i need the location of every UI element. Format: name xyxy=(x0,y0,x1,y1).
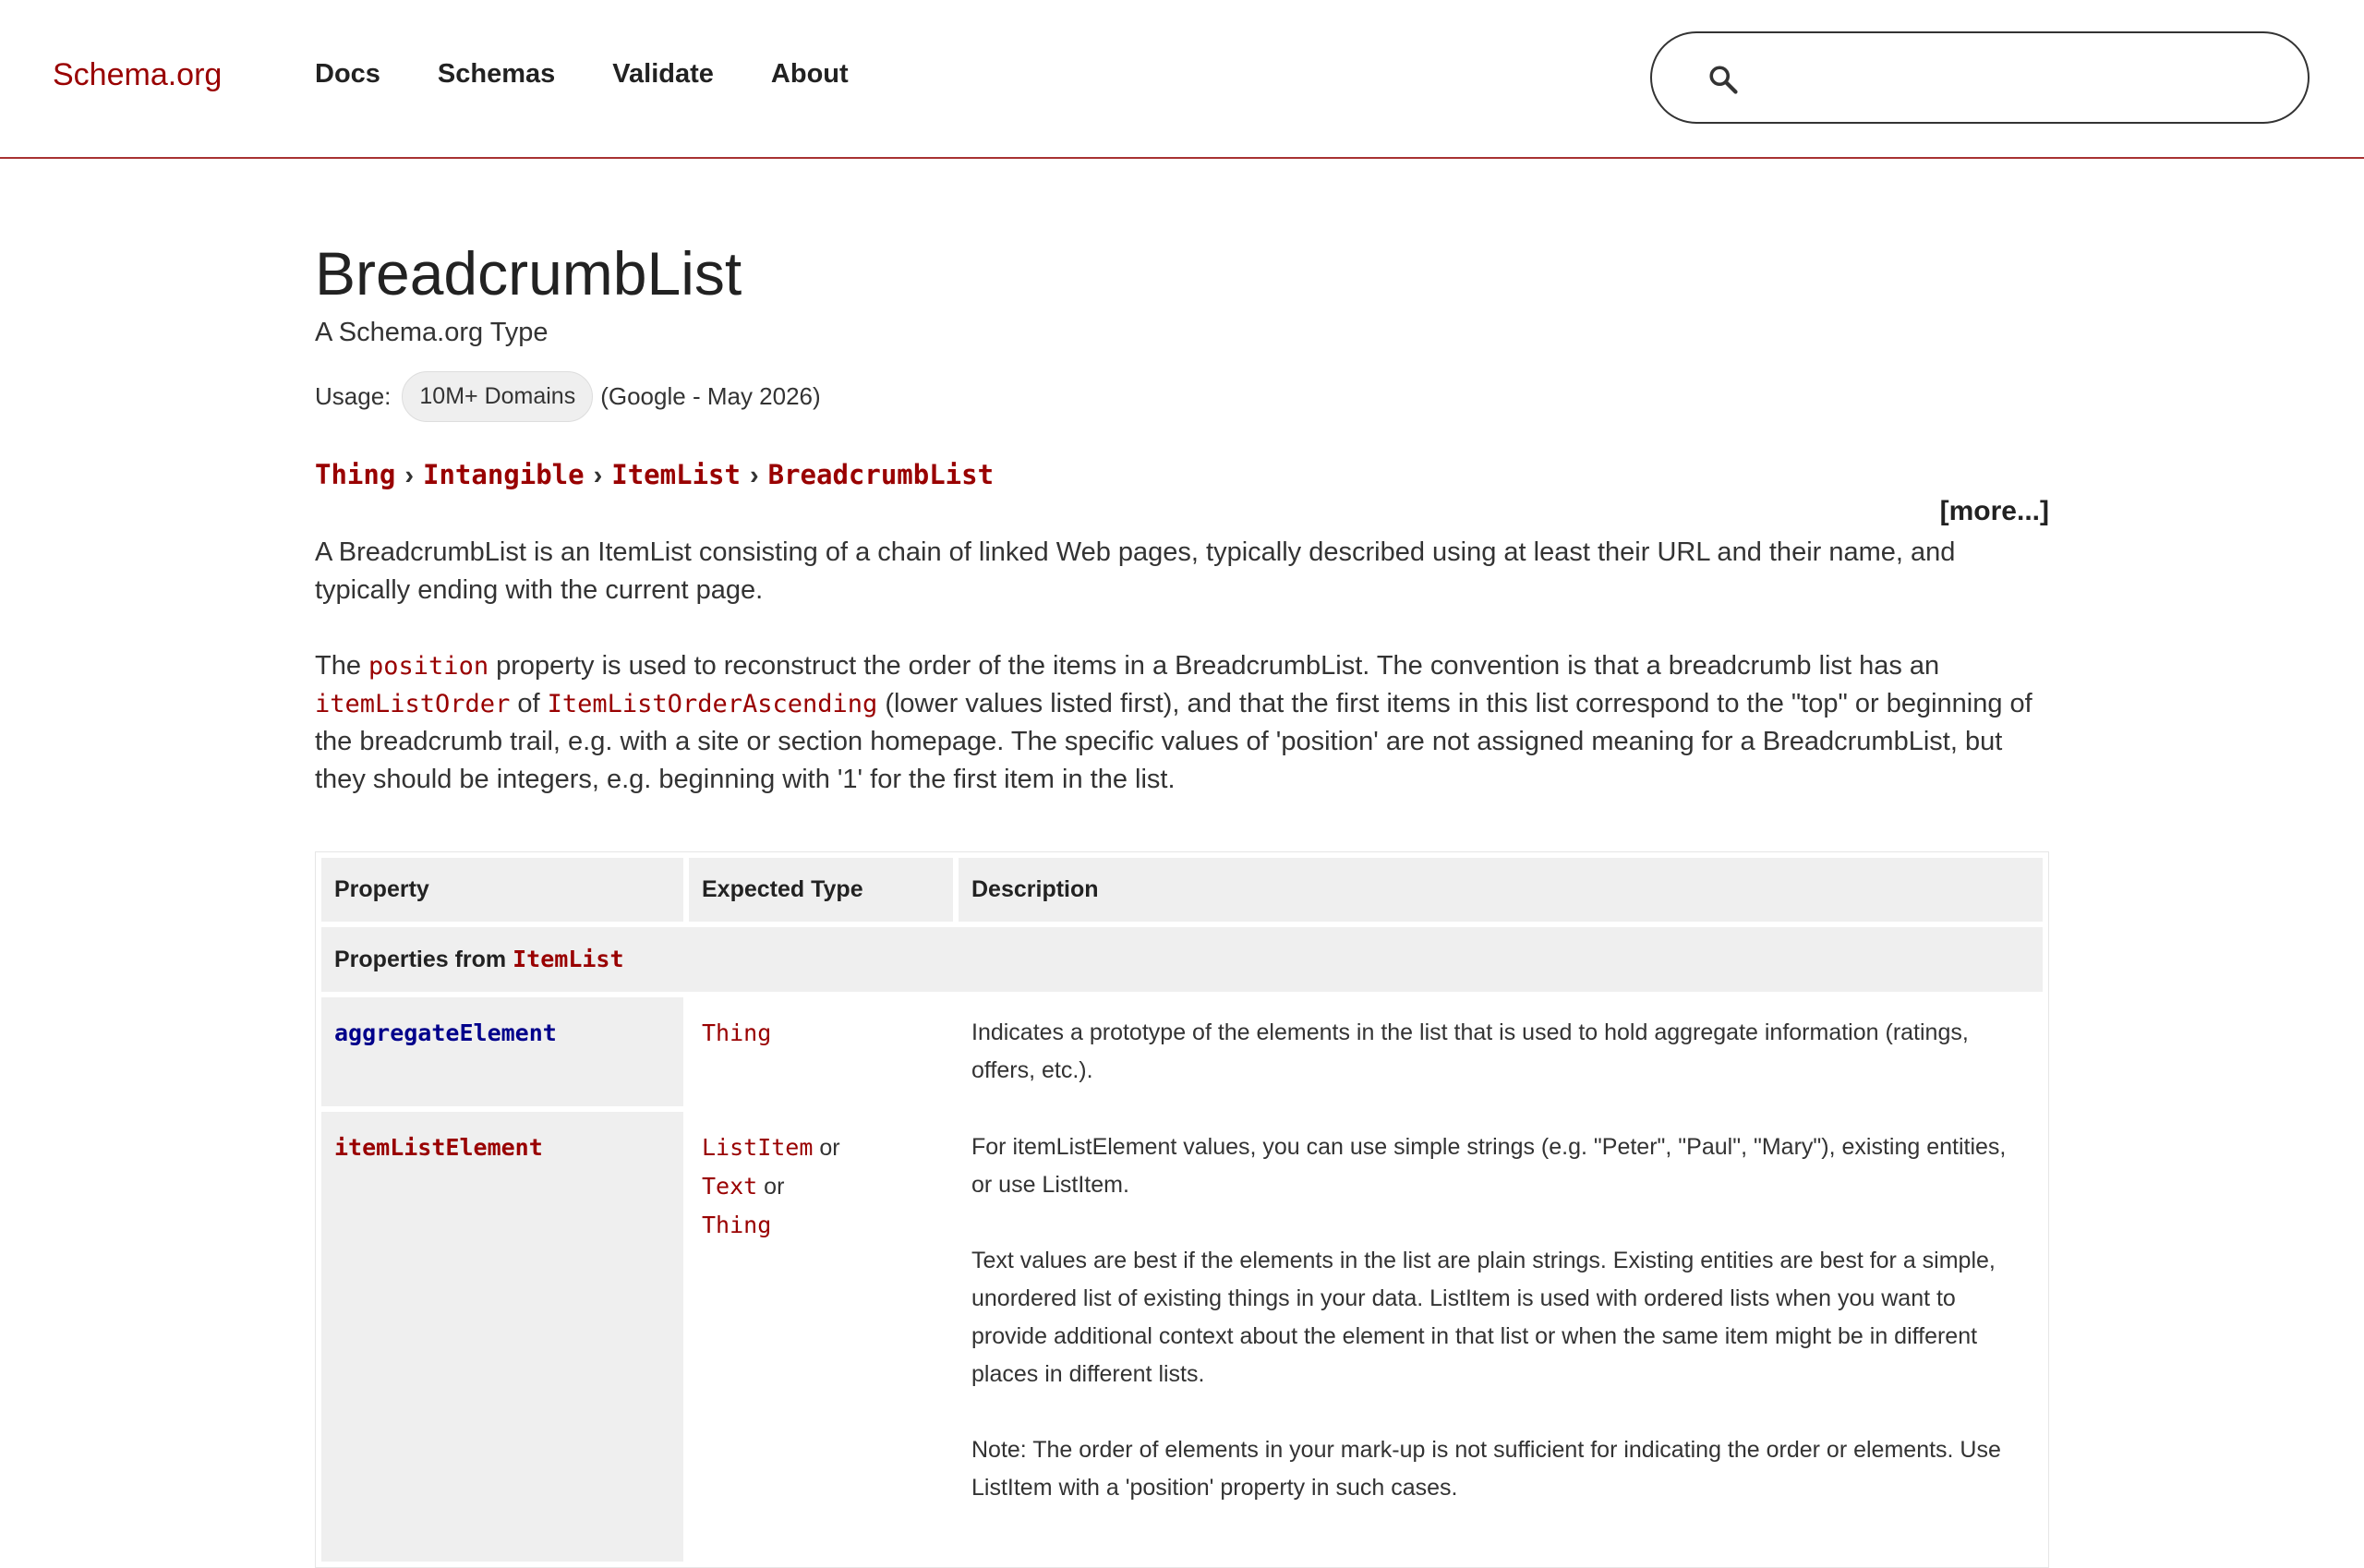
usage-row xyxy=(315,371,821,422)
column-header-property: Property xyxy=(321,858,683,922)
row-description: For itemListElement values, you can use simple strings (e.g. "Peter", "Paul", "Mary"), existing entities, or use ListItem. xyxy=(971,1134,2007,1198)
property-cell xyxy=(321,997,683,1106)
search-input[interactable] xyxy=(1754,52,2274,105)
page-subtitle: A Schema.org Type xyxy=(315,318,549,347)
breadcrumb-thing[interactable]: Thing xyxy=(315,459,396,490)
more-link[interactable]: [more...] xyxy=(1939,496,2049,526)
row-description: Text values are best if the elements in the list are plain strings. Existing entities are best for a simple, unordered list of existing things in your data. ListItem is used with ordered lists when you want to provide additional context about the element in that list or when the same item might be in different places in different lists. xyxy=(971,1248,1996,1387)
or-text: or xyxy=(764,1174,785,1200)
property-cell xyxy=(321,1112,683,1562)
table-row xyxy=(321,1112,2043,1562)
type-link-thing[interactable]: Thing xyxy=(702,1019,772,1046)
itemlistorderascending-link[interactable]: ItemListOrderAscending xyxy=(547,690,878,718)
site-logo[interactable]: Schema.org xyxy=(53,57,223,92)
type-description xyxy=(315,534,2049,837)
type-link-thing[interactable]: Thing xyxy=(702,1212,772,1238)
properties-table xyxy=(315,851,2049,1568)
breadcrumb xyxy=(315,459,994,491)
or-text: or xyxy=(819,1135,840,1161)
page-title: BreadcrumbList xyxy=(315,239,742,308)
table-header-row xyxy=(321,858,2043,922)
description-paragraph-2 xyxy=(315,647,2049,799)
description-paragraph-1: A BreadcrumbList is an ItemList consisting of a chain of linked Web pages, typically described using at least their URL and their name, and typically ending with the current page. xyxy=(315,537,1956,605)
nav-schemas[interactable]: Schemas xyxy=(437,59,556,89)
expected-type-cell xyxy=(689,1112,953,1562)
nav-validate[interactable]: Validate xyxy=(612,59,714,89)
expected-type-cell xyxy=(689,997,953,1106)
site-header xyxy=(0,0,2364,159)
description-text: of xyxy=(510,689,548,718)
breadcrumb-intangible[interactable]: Intangible xyxy=(422,459,585,490)
description-text: (lower values listed first), and that the first items in this list correspond to the "top" or beginning of the breadcrumb trail, e.g. with a site or section homepage. The specific values of 'position' are not assigned meaning for a BreadcrumbList, but they should be integers, e.g. beginning with '1' for the first item in the list. xyxy=(315,689,2032,794)
breadcrumb-breadcrumblist[interactable]: BreadcrumbList xyxy=(767,459,995,490)
column-header-description: Description xyxy=(959,858,2043,922)
itemlistorder-link[interactable]: itemListOrder xyxy=(315,690,511,718)
table-row xyxy=(321,997,2043,1106)
type-link-listitem[interactable]: ListItem xyxy=(702,1134,814,1161)
description-cell xyxy=(959,1112,2043,1562)
column-header-expected-type: Expected Type xyxy=(689,858,953,922)
section-prefix: Properties from xyxy=(334,947,513,972)
row-description: Note: The order of elements in your mark-up is not sufficient for indicating the order or elements. Use ListItem with a 'position' property in such cases. xyxy=(971,1437,2001,1501)
breadcrumb-separator: › xyxy=(404,461,414,490)
section-row xyxy=(321,927,2043,992)
property-link-itemlistelement[interactable]: itemListElement xyxy=(334,1134,543,1161)
main-nav xyxy=(315,59,849,90)
search-box[interactable] xyxy=(1650,31,2310,124)
property-link-aggregateelement[interactable]: aggregateElement xyxy=(334,1019,557,1046)
description-text: The xyxy=(315,651,369,681)
usage-note: (Google - May 2026) xyxy=(600,382,821,410)
type-link-text[interactable]: Text xyxy=(702,1173,758,1200)
breadcrumb-separator: › xyxy=(593,461,603,490)
description-cell xyxy=(959,997,2043,1106)
section-header xyxy=(321,927,2043,992)
nav-about[interactable]: About xyxy=(770,59,849,89)
usage-label: Usage: xyxy=(315,382,392,410)
description-text: property is used to reconstruct the order of the items in a BreadcrumbList. The convention is that a breadcrumb list has an xyxy=(488,651,1940,681)
nav-docs[interactable]: Docs xyxy=(315,59,380,89)
breadcrumb-separator: › xyxy=(749,461,759,490)
position-link[interactable]: position xyxy=(368,652,489,681)
breadcrumb-itemlist[interactable]: ItemList xyxy=(611,459,741,490)
section-type-link[interactable]: ItemList xyxy=(513,946,624,972)
search-icon[interactable] xyxy=(1707,63,1740,96)
usage-badge: 10M+ Domains xyxy=(402,371,593,422)
row-description: Indicates a prototype of the elements in the list that is used to hold aggregate information (ratings, offers, etc.). xyxy=(971,1019,1969,1083)
